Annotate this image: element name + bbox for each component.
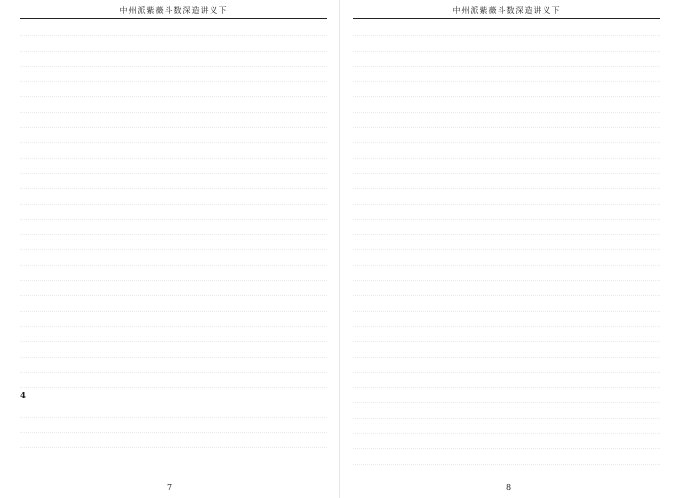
paragraph (353, 281, 660, 296)
left-page (0, 0, 339, 498)
page-number: 8 (505, 483, 512, 492)
paragraph (20, 358, 327, 373)
page-body (353, 21, 660, 479)
right-page (339, 0, 678, 498)
paragraph (20, 174, 327, 189)
paragraph (353, 97, 660, 112)
paragraph (20, 327, 327, 342)
page-number: 7 (166, 483, 173, 492)
paragraph (20, 189, 327, 204)
paragraph (353, 67, 660, 82)
paragraph (20, 52, 327, 67)
paragraph (20, 373, 327, 388)
section-number: 4 (20, 390, 26, 401)
paragraph (353, 296, 660, 311)
paragraph (20, 220, 327, 235)
paragraph (353, 21, 660, 36)
paragraph (20, 36, 327, 51)
paragraph (20, 205, 327, 220)
paragraph (353, 388, 660, 403)
paragraph (20, 67, 327, 82)
page-body (20, 21, 327, 479)
paragraph (353, 358, 660, 373)
paragraph (353, 419, 660, 434)
paragraph (353, 327, 660, 342)
paragraph (20, 418, 327, 433)
paragraph (20, 235, 327, 250)
page-header: 中州派紫薇斗数深造讲义下 (20, 4, 327, 19)
paragraph (353, 220, 660, 235)
paragraph (20, 97, 327, 112)
paragraph (20, 402, 327, 417)
paragraph (353, 189, 660, 204)
paragraph (20, 113, 327, 128)
paragraph (353, 159, 660, 174)
paragraph (353, 373, 660, 388)
paragraph (353, 312, 660, 327)
paragraph (20, 312, 327, 327)
paragraph (20, 266, 327, 281)
paragraph (353, 205, 660, 220)
section-heading (20, 388, 327, 402)
paragraph (353, 174, 660, 189)
paragraph (353, 434, 660, 449)
paragraph (20, 128, 327, 143)
paragraph (20, 433, 327, 448)
paragraph (353, 250, 660, 265)
paragraph (353, 52, 660, 67)
paragraph (353, 465, 660, 479)
page-header: 中州派紫薇斗数深造讲义下 (353, 4, 660, 19)
paragraph (20, 82, 327, 97)
paragraph (353, 235, 660, 250)
paragraph (20, 250, 327, 265)
paragraph (20, 159, 327, 174)
paragraph (353, 128, 660, 143)
paragraph (353, 113, 660, 128)
paragraph (353, 82, 660, 97)
paragraph (20, 342, 327, 357)
paragraph (20, 143, 327, 158)
paragraph (20, 281, 327, 296)
paragraph (353, 266, 660, 281)
paragraph (353, 36, 660, 51)
paragraph (20, 21, 327, 36)
paragraph (353, 403, 660, 418)
paragraph (20, 296, 327, 311)
paragraph (353, 143, 660, 158)
paragraph (353, 342, 660, 357)
paragraph (353, 449, 660, 464)
